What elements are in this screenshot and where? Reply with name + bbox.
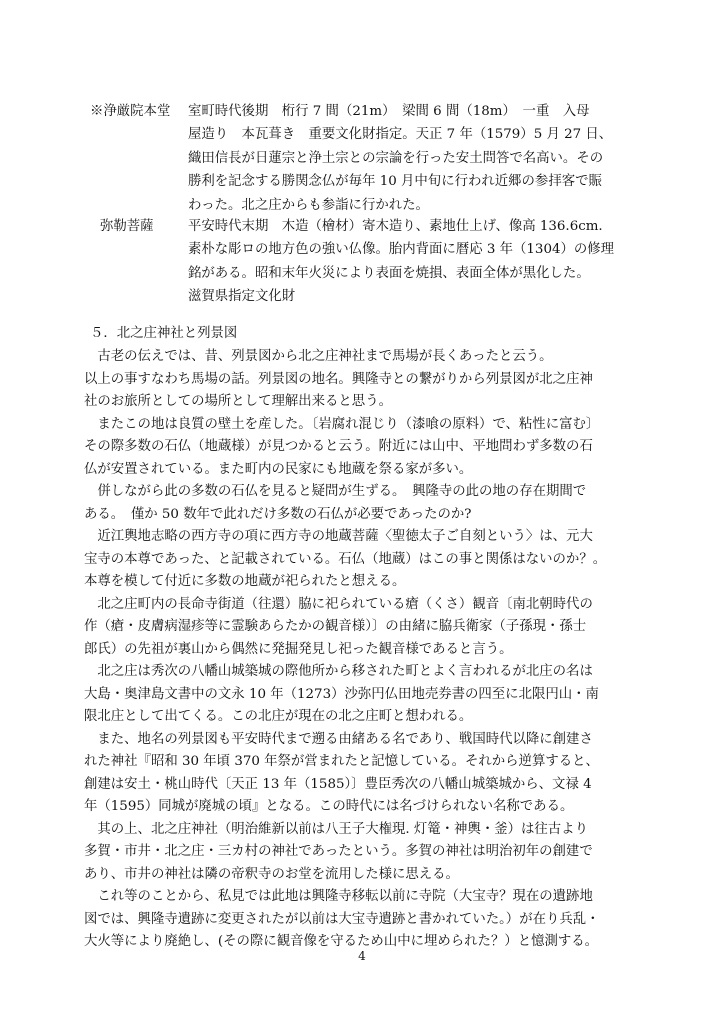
entry-line: 素朴な彫ロの地方色の強い仏像。胎内背面に暦応 3 年（1304）の修理 bbox=[188, 242, 615, 258]
text-line: 大島・奥津島文書中の文永 10 年（1273）沙弥円仏田地売券書の四至に北限円山・南 bbox=[84, 686, 599, 702]
entry-term: 弥勒菩薩 bbox=[100, 219, 154, 234]
entry-body bbox=[188, 215, 650, 309]
paragraph bbox=[84, 886, 644, 954]
text-line: れた神社『昭和 30 年頃 370 年祭が営まれたと記憶している。それから逆算すると、 bbox=[84, 754, 599, 769]
entry-jogonin-hondo bbox=[90, 100, 650, 217]
text-line: またこの地は良質の壁土を産した。〔岩腐れ混じり（漆喰の原料）で、粘性に富む〕 bbox=[84, 416, 600, 432]
text-line: 以上の事すなわち馬場の話。列景図の地名。興隆寺との繋がりから列景図が北之庄神 bbox=[84, 371, 593, 387]
paragraph bbox=[84, 819, 644, 887]
text-line: 作（瘡・皮膚病湿疹等に霊験あらたかの観音様）〕の由緒に脇兵衛家（子孫現・孫士 bbox=[84, 619, 587, 634]
entry-line: 滋賀県指定文化財 bbox=[188, 289, 296, 305]
text-line: あり、市井の神社は隣の帝釈寺のお堂を流用した様に思える。 bbox=[84, 866, 459, 882]
text-line: 大火等により廃絶し、(その際に観音像を守るため山中に埋められた？）と憶測する。 bbox=[84, 934, 599, 949]
paragraph bbox=[84, 661, 644, 729]
paragraph bbox=[84, 594, 644, 662]
section-body bbox=[84, 346, 644, 954]
text-line: 北之庄は秀次の八幡山城築城の際他所から移された町とよく言われるが北庄の名は bbox=[84, 664, 593, 679]
text-line: 近江輿地志略の西方寺の項に西方寺の地蔵菩薩〈聖徳太子ご自刻という〉は、元大 bbox=[84, 529, 593, 544]
entry-miroku-bosatsu bbox=[90, 215, 650, 309]
text-line: 併しながら此の多数の石仏を見ると疑問が生ずる。 興隆寺の此の地の存在期間で bbox=[84, 484, 587, 499]
text-line: また、地名の列景図も平安時代まで遡る由緒ある名であり、戦国時代以降に創建さ bbox=[84, 731, 593, 747]
paragraph bbox=[84, 729, 644, 819]
text-line: 年（1595）同城が廃城の頃』となる。この時代には名づけられない名称である。 bbox=[84, 799, 574, 814]
text-line: 宝寺の本尊であった、と記載されている。石仏（地蔵）はこの事と関係はないのか？。 bbox=[84, 551, 607, 567]
entry-body bbox=[188, 100, 650, 217]
paragraph bbox=[84, 481, 644, 526]
text-line: 本尊を模して付近に多数の地蔵が祀られたと想える。 bbox=[84, 574, 406, 589]
text-line: 多賀・市井・北之庄・三カ村の神社であったという。多賀の神社は明治初年の創建で bbox=[84, 844, 593, 859]
text-line: 其の上、北之庄神社（明治維新以前は八王子大権現. 灯篭・神輿・釜）は往古より bbox=[84, 821, 588, 837]
section-heading: ５．北之庄神社と列景図 bbox=[90, 326, 238, 341]
text-line: 創建は安土・桃山時代〔天正 13 年（1585）〕豊臣秀次の八幡山城築城から、文禄 4 bbox=[84, 776, 592, 792]
text-line: 郎氏）の先祖が裏山から偶然に発掘発見し祀った観音様であると言う。 bbox=[84, 641, 513, 657]
entry-line: 勝利を記念する勝関念仏が毎年 10 月中旬に行われ近郷の参拝客で賑 bbox=[188, 174, 602, 190]
text-line: 限北庄として出てくる。この北庄が現在の北之庄町と想われる。 bbox=[84, 709, 473, 724]
text-line: 図では、興隆寺遺跡に変更されたが以前は大宝寺遺跡と書かれていた。）が在り兵乱・ bbox=[84, 911, 600, 927]
entry-line: 銘がある。昭和末年火災により表面を焼損、表面全体が黒化した。 bbox=[188, 265, 590, 281]
text-line: その際多数の石仏（地蔵様）が見つかると云う。附近には山中、平地問わず多数の石 bbox=[84, 439, 593, 454]
entry-line: 室町時代後期 桁行 7 間（21m） 梁間 6 間（18m） 一重 入母 bbox=[188, 104, 590, 119]
paragraph bbox=[84, 414, 644, 482]
paragraph bbox=[84, 346, 644, 414]
entry-term: ※浄厳院本堂 bbox=[90, 104, 171, 119]
text-line: これ等のことから、私見では此地は興隆寺移転以前に寺院（大宝寺？現在の遺跡地 bbox=[84, 889, 593, 904]
entry-line: わった。北之庄からも参詣に行かれた。 bbox=[188, 197, 429, 213]
page-number: 4 bbox=[358, 949, 366, 963]
entry-line: 平安時代末期 木造（檜材）寄木造り、素地仕上げ、像高 136.6cm. bbox=[188, 219, 603, 234]
text-line: 仏が安置されている。また町内の民家にも地蔵を祭る家が多い。 bbox=[84, 461, 473, 477]
paragraph bbox=[84, 526, 644, 594]
text-line: 社のお旅所としての場所として理解出来ると思う。 bbox=[84, 394, 392, 409]
text-line: 北之庄町内の長命寺街道（往還）脇に祀られている瘡（くさ）観音〔南北朝時代の bbox=[84, 596, 593, 612]
text-line: 古老の伝えでは、昔、列景図から北之庄神社まで馬場が長くあったと云う。 bbox=[84, 349, 553, 364]
entry-line: 屋造り 本瓦葺き 重要文化財指定。天正 7 年（1579）5 月 27 日、 bbox=[188, 127, 613, 143]
text-line: ある。 僅か 50 数年で此れだけ多数の石仏が必要であったのか? bbox=[84, 506, 472, 522]
entry-line: 織田信長が日蓮宗と浄土宗との宗論を行った安土問答で名高い。その bbox=[188, 150, 604, 166]
